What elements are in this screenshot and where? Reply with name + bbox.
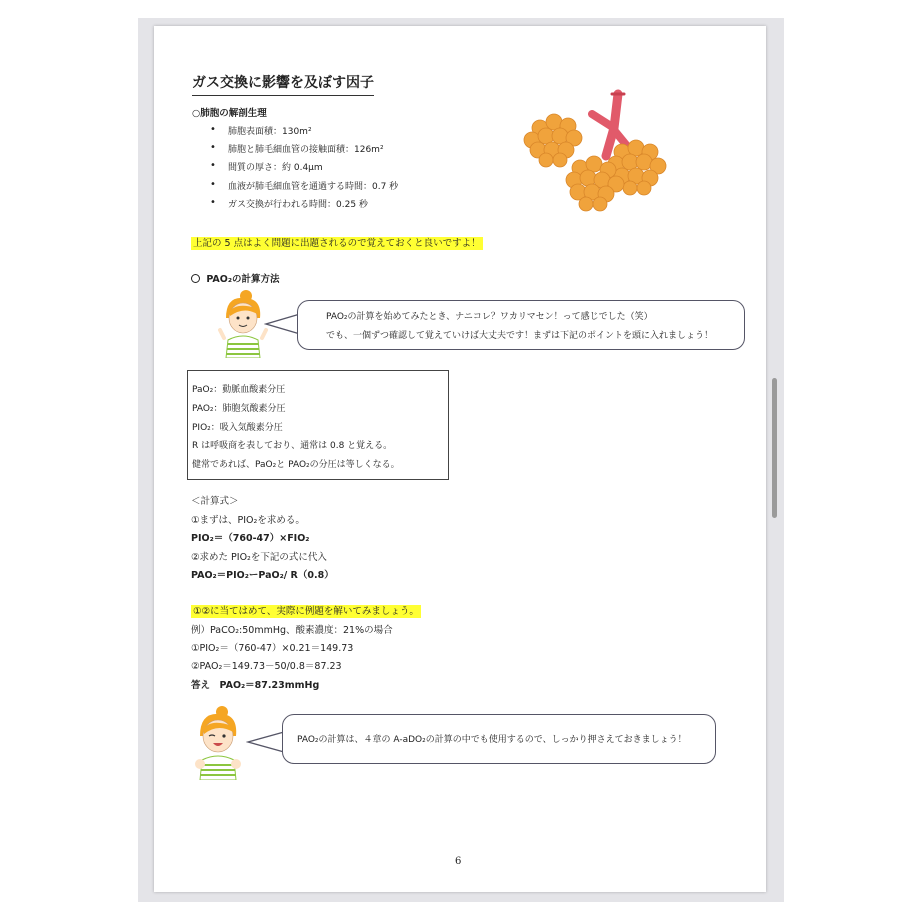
definition-line: PaO₂：動脈血酸素分圧 xyxy=(192,385,286,395)
highlighted-note xyxy=(191,235,483,249)
bubble-line: PAO₂の計算を始めてみたとき、ナニコレ？ワカリマセン！って感じでした（笑） xyxy=(326,312,653,322)
formula-2: PAO₂＝PIO₂ーPaO₂/ R（0.8） xyxy=(191,570,334,581)
bullet-icon: • xyxy=(210,197,216,208)
list-item: 間質の厚さ：約 0.4μm xyxy=(228,163,323,173)
formula-step-1: ①まずは、PIO₂を求める。 xyxy=(191,515,305,526)
bullet-icon: • xyxy=(210,160,216,171)
definitions-box xyxy=(187,370,449,480)
highlight-text: ①②に当てはめて、実際に例題を解いてみましょう。 xyxy=(193,606,419,617)
vertical-scrollbar[interactable] xyxy=(772,378,777,518)
formula-heading: ＜計算式＞ xyxy=(191,496,239,507)
speech-bubble-2 xyxy=(282,714,716,764)
example-calc-1: ①PIO₂＝（760-47）×0.21＝149.73 xyxy=(191,643,354,654)
page-title: ガス交換に影響を及ぼす因子 xyxy=(192,72,374,96)
speech-bubble-tail xyxy=(246,730,286,754)
speech-bubble-1 xyxy=(297,300,745,350)
page-number: 6 xyxy=(455,856,462,867)
formula-step-2: ②求めた PIO₂を下記の式に代入 xyxy=(191,552,327,563)
example-answer: 答え PAO₂＝87.23mmHg xyxy=(191,680,320,691)
circle-bullet-icon xyxy=(191,274,200,283)
section-heading-pao2-text: PAO₂の計算方法 xyxy=(206,274,280,285)
bullet-icon: • xyxy=(210,142,216,153)
example-intro xyxy=(191,603,421,617)
formula-1: PIO₂＝（760-47）×FIO₂ xyxy=(191,533,310,544)
bullet-icon: • xyxy=(210,179,216,190)
definition-line: 健常であれば、PaO₂と PAO₂の分圧は等しくなる。 xyxy=(192,460,400,470)
definition-line: R は呼吸商を表しており、通常は 0.8 と覚える。 xyxy=(192,441,393,451)
bullet-icon: • xyxy=(210,124,216,135)
alveoli-icon xyxy=(518,88,678,220)
list-item: 肺胞表面積：130m² xyxy=(228,127,312,137)
definition-line: PAO₂：肺胞気酸素分圧 xyxy=(192,404,286,414)
example-calc-2: ②PAO₂＝149.73－50/0.8＝87.23 xyxy=(191,661,342,672)
bubble-line: PAO₂の計算は、４章の A-aDO₂の計算の中でも使用するので、しっかり押さえておきましょう！ xyxy=(297,735,687,745)
section-heading-alveoli: ○肺胞の解剖生理 xyxy=(192,108,267,119)
highlight-text: 上記の 5 点はよく問題に出題されるので覚えておくと良いですよ！ xyxy=(193,238,481,249)
nurse-character-wink-icon xyxy=(188,704,244,780)
definition-line: PIO₂：吸入気酸素分圧 xyxy=(192,423,283,433)
bubble-line: でも、一個ずつ確認して覚えていけば大丈夫です！まずは下記のポイントを頭に入れましょう！ xyxy=(326,331,714,341)
list-item: ガス交換が行われる時間：0.25 秒 xyxy=(228,200,368,210)
list-item: 血液が肺毛細血管を通過する時間：0.7 秒 xyxy=(228,182,399,192)
nurse-character-icon xyxy=(216,288,268,358)
list-item: 肺胞と肺毛細血管の接触面積：126m² xyxy=(228,145,384,155)
section-heading-pao2 xyxy=(191,271,280,285)
example-condition: 例）PaCO₂:50mmHg、酸素濃度：21%の場合 xyxy=(191,625,393,636)
